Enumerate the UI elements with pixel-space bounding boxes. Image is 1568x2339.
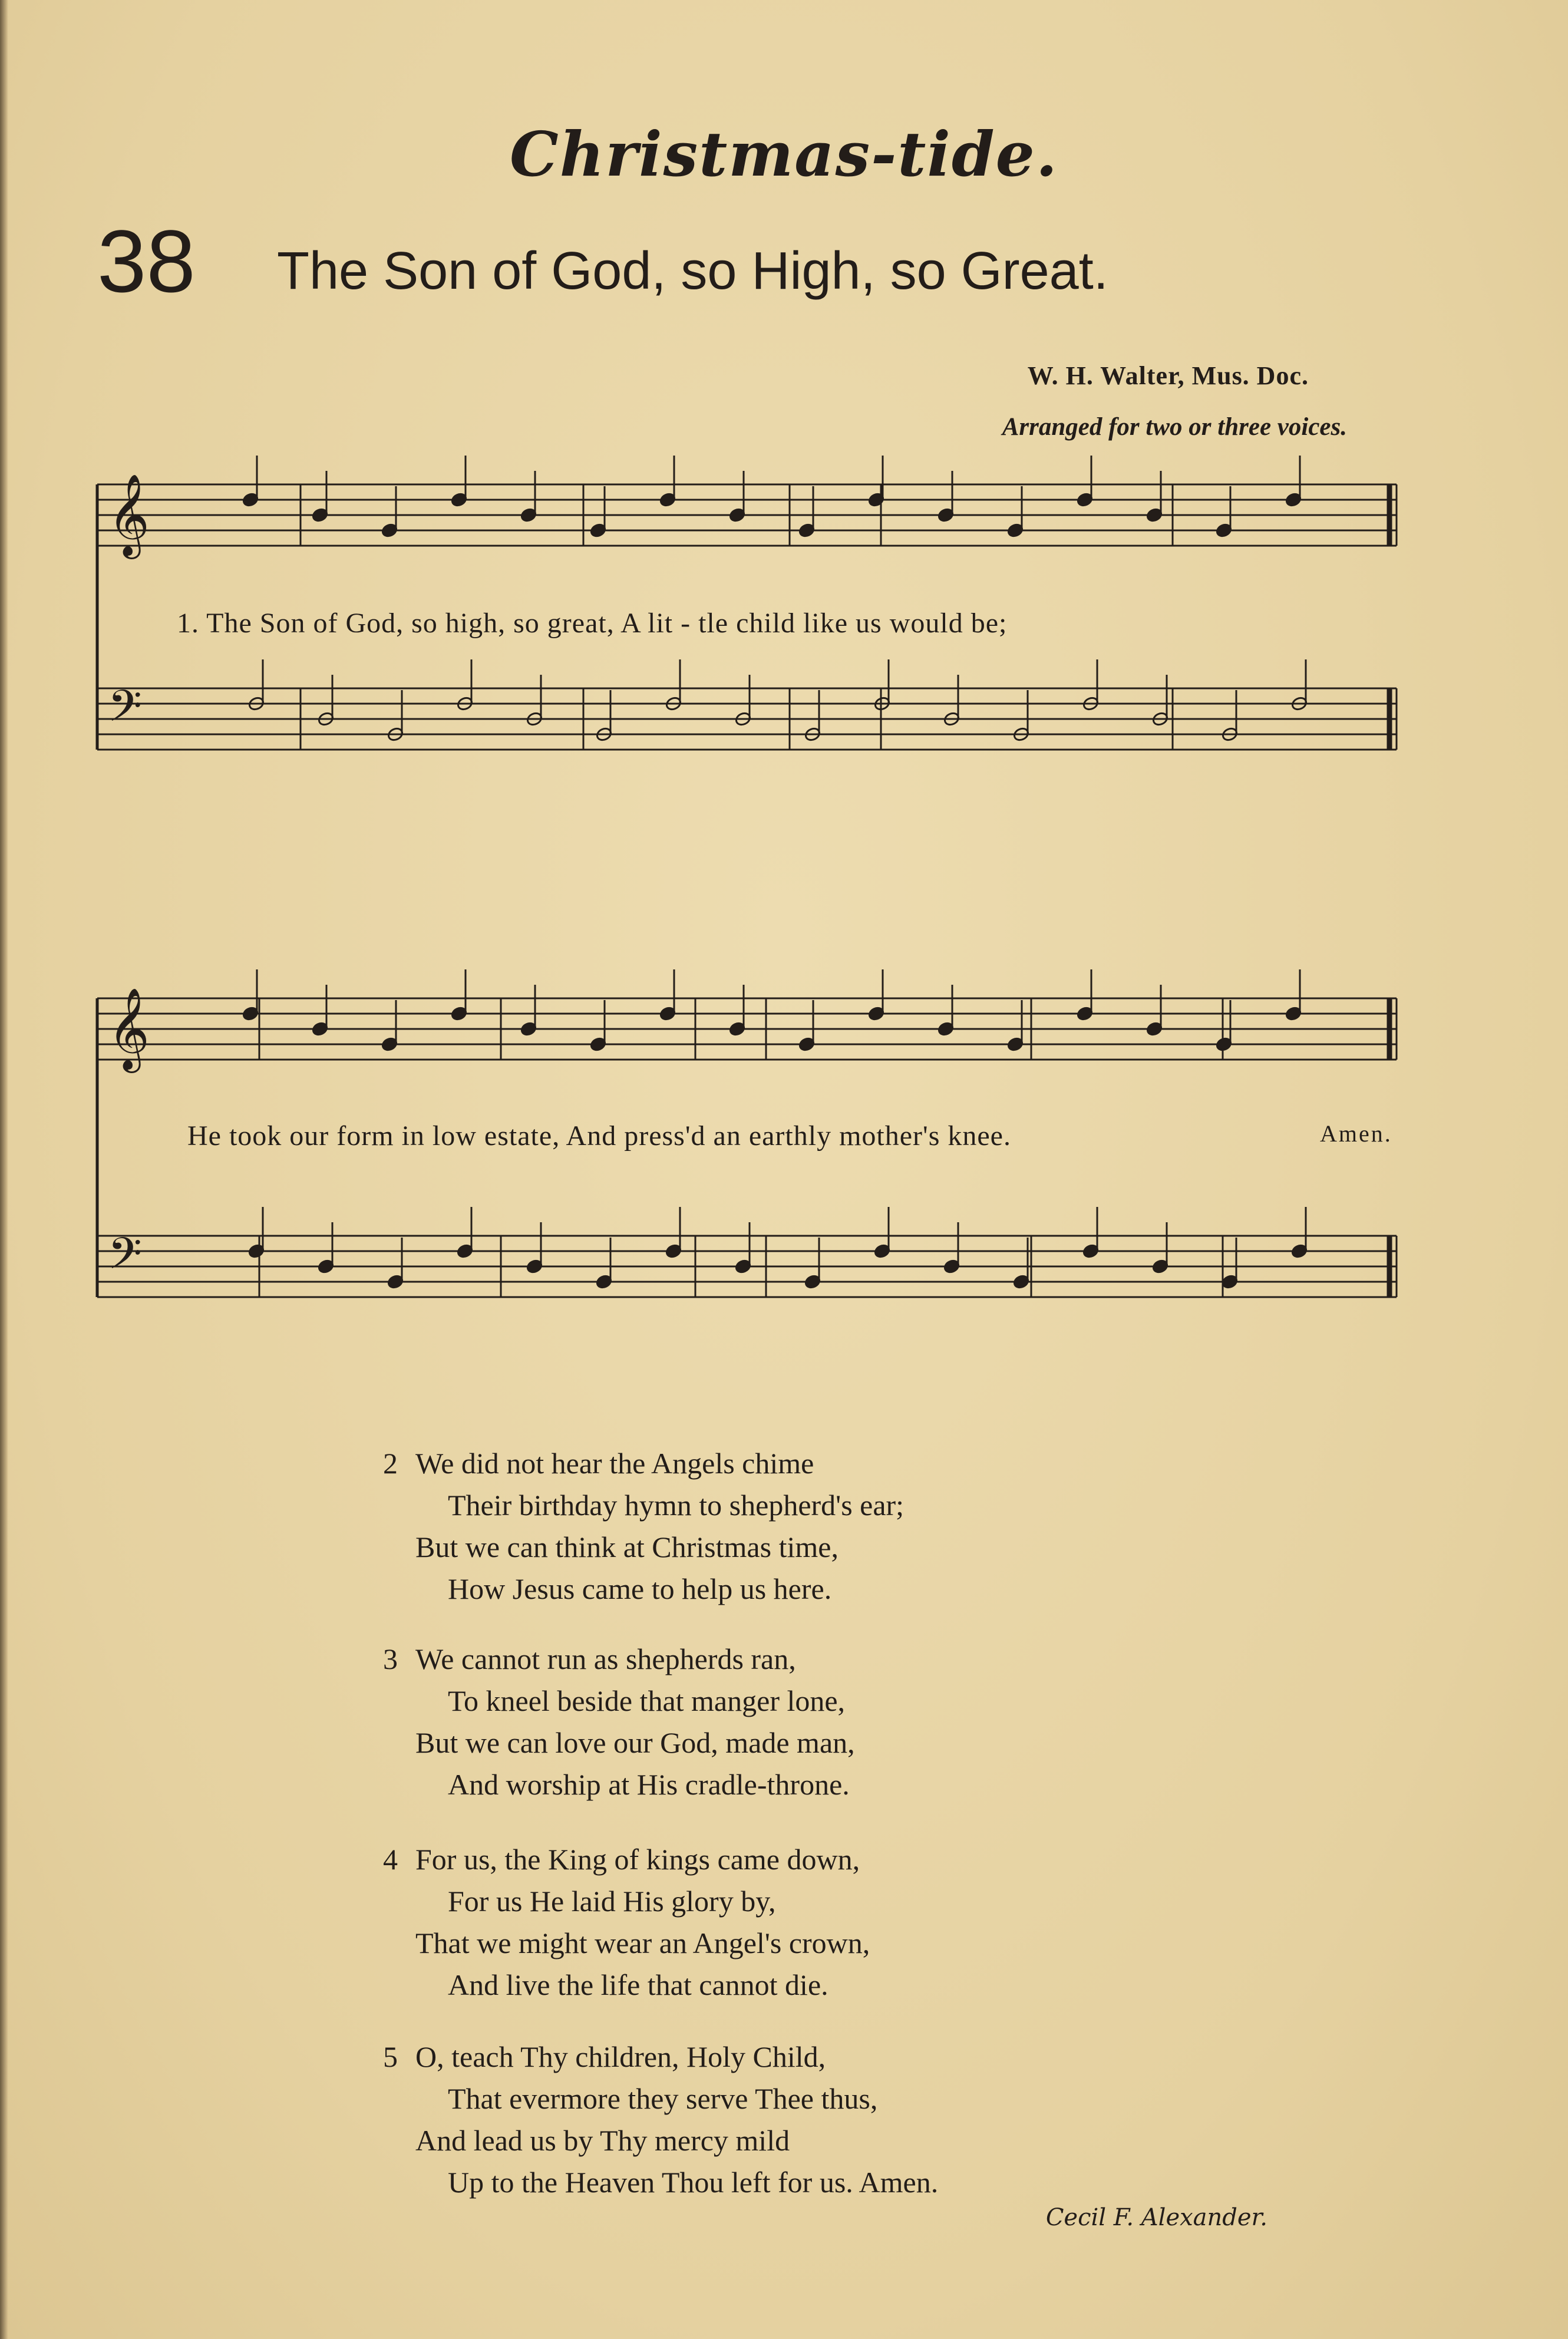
verse-line: O, teach Thy children, Holy Child, [415,2040,826,2073]
verse-line: We cannot run as shepherds ran, [415,1642,796,1675]
verse-line: And live the life that cannot die. [448,1968,828,2001]
verse-line: That we might wear an Angel's crown, [415,1926,870,1959]
verse-line: To kneel beside that manger lone, [448,1684,846,1717]
verse-line: But we can think at Christmas time, [415,1530,839,1563]
verse-line: For us He laid His glory by, [448,1885,776,1918]
verse-number: 4 [383,1843,398,1876]
verse-line: That evermore they serve Thee thus, [448,2082,878,2115]
verse-line: Their birthday hymn to shepherd's ear; [448,1489,905,1522]
treble-clef: 𝄞 [108,474,150,556]
verse-line: How Jesus came to help us here. [448,1572,832,1605]
composer-credit: W. H. Walter, Mus. Doc. [1027,361,1309,390]
verse-5 [383,2036,938,2203]
verse-line: And lead us by Thy mercy mild [415,2124,790,2157]
verse-line: But we can love our God, made man, [415,1726,855,1759]
author-credit: Cecil F. Alexander. [1045,2204,1267,2231]
verse-line: Up to the Heaven Thou left for us. Amen. [448,2166,939,2199]
verse-line: We did not hear the Angels chime [415,1447,814,1480]
verse-line: For us, the King of kings came down, [415,1843,860,1876]
verse-2 [383,1443,904,1610]
lyric-line-2: He took our form in low estate, And press'd an earthly mother's knee. [187,1120,1011,1152]
verse-line: And worship at His cradle-throne. [448,1768,850,1801]
verse-number: 3 [383,1642,398,1675]
arrangement-note: Arranged for two or three voices. [1002,413,1347,441]
verse-number: 2 [383,1447,398,1480]
hymn-title: The Son of God, so High, so Great. [277,242,1108,301]
verse-4 [383,1839,870,2006]
verse-number: 5 [383,2040,398,2073]
bass-clef: 𝄢 [108,1228,142,1290]
hymn-number: 38 [97,212,196,311]
treble-clef: 𝄞 [108,988,150,1070]
bass-clef: 𝄢 [108,681,142,743]
section-title: Christmas-tide. [509,118,1059,190]
verse-3 [383,1638,855,1806]
amen-label: Amen. [1320,1120,1392,1147]
lyric-line-1: 1. The Son of God, so high, so great, A lit - tle child like us would be; [177,608,1008,639]
